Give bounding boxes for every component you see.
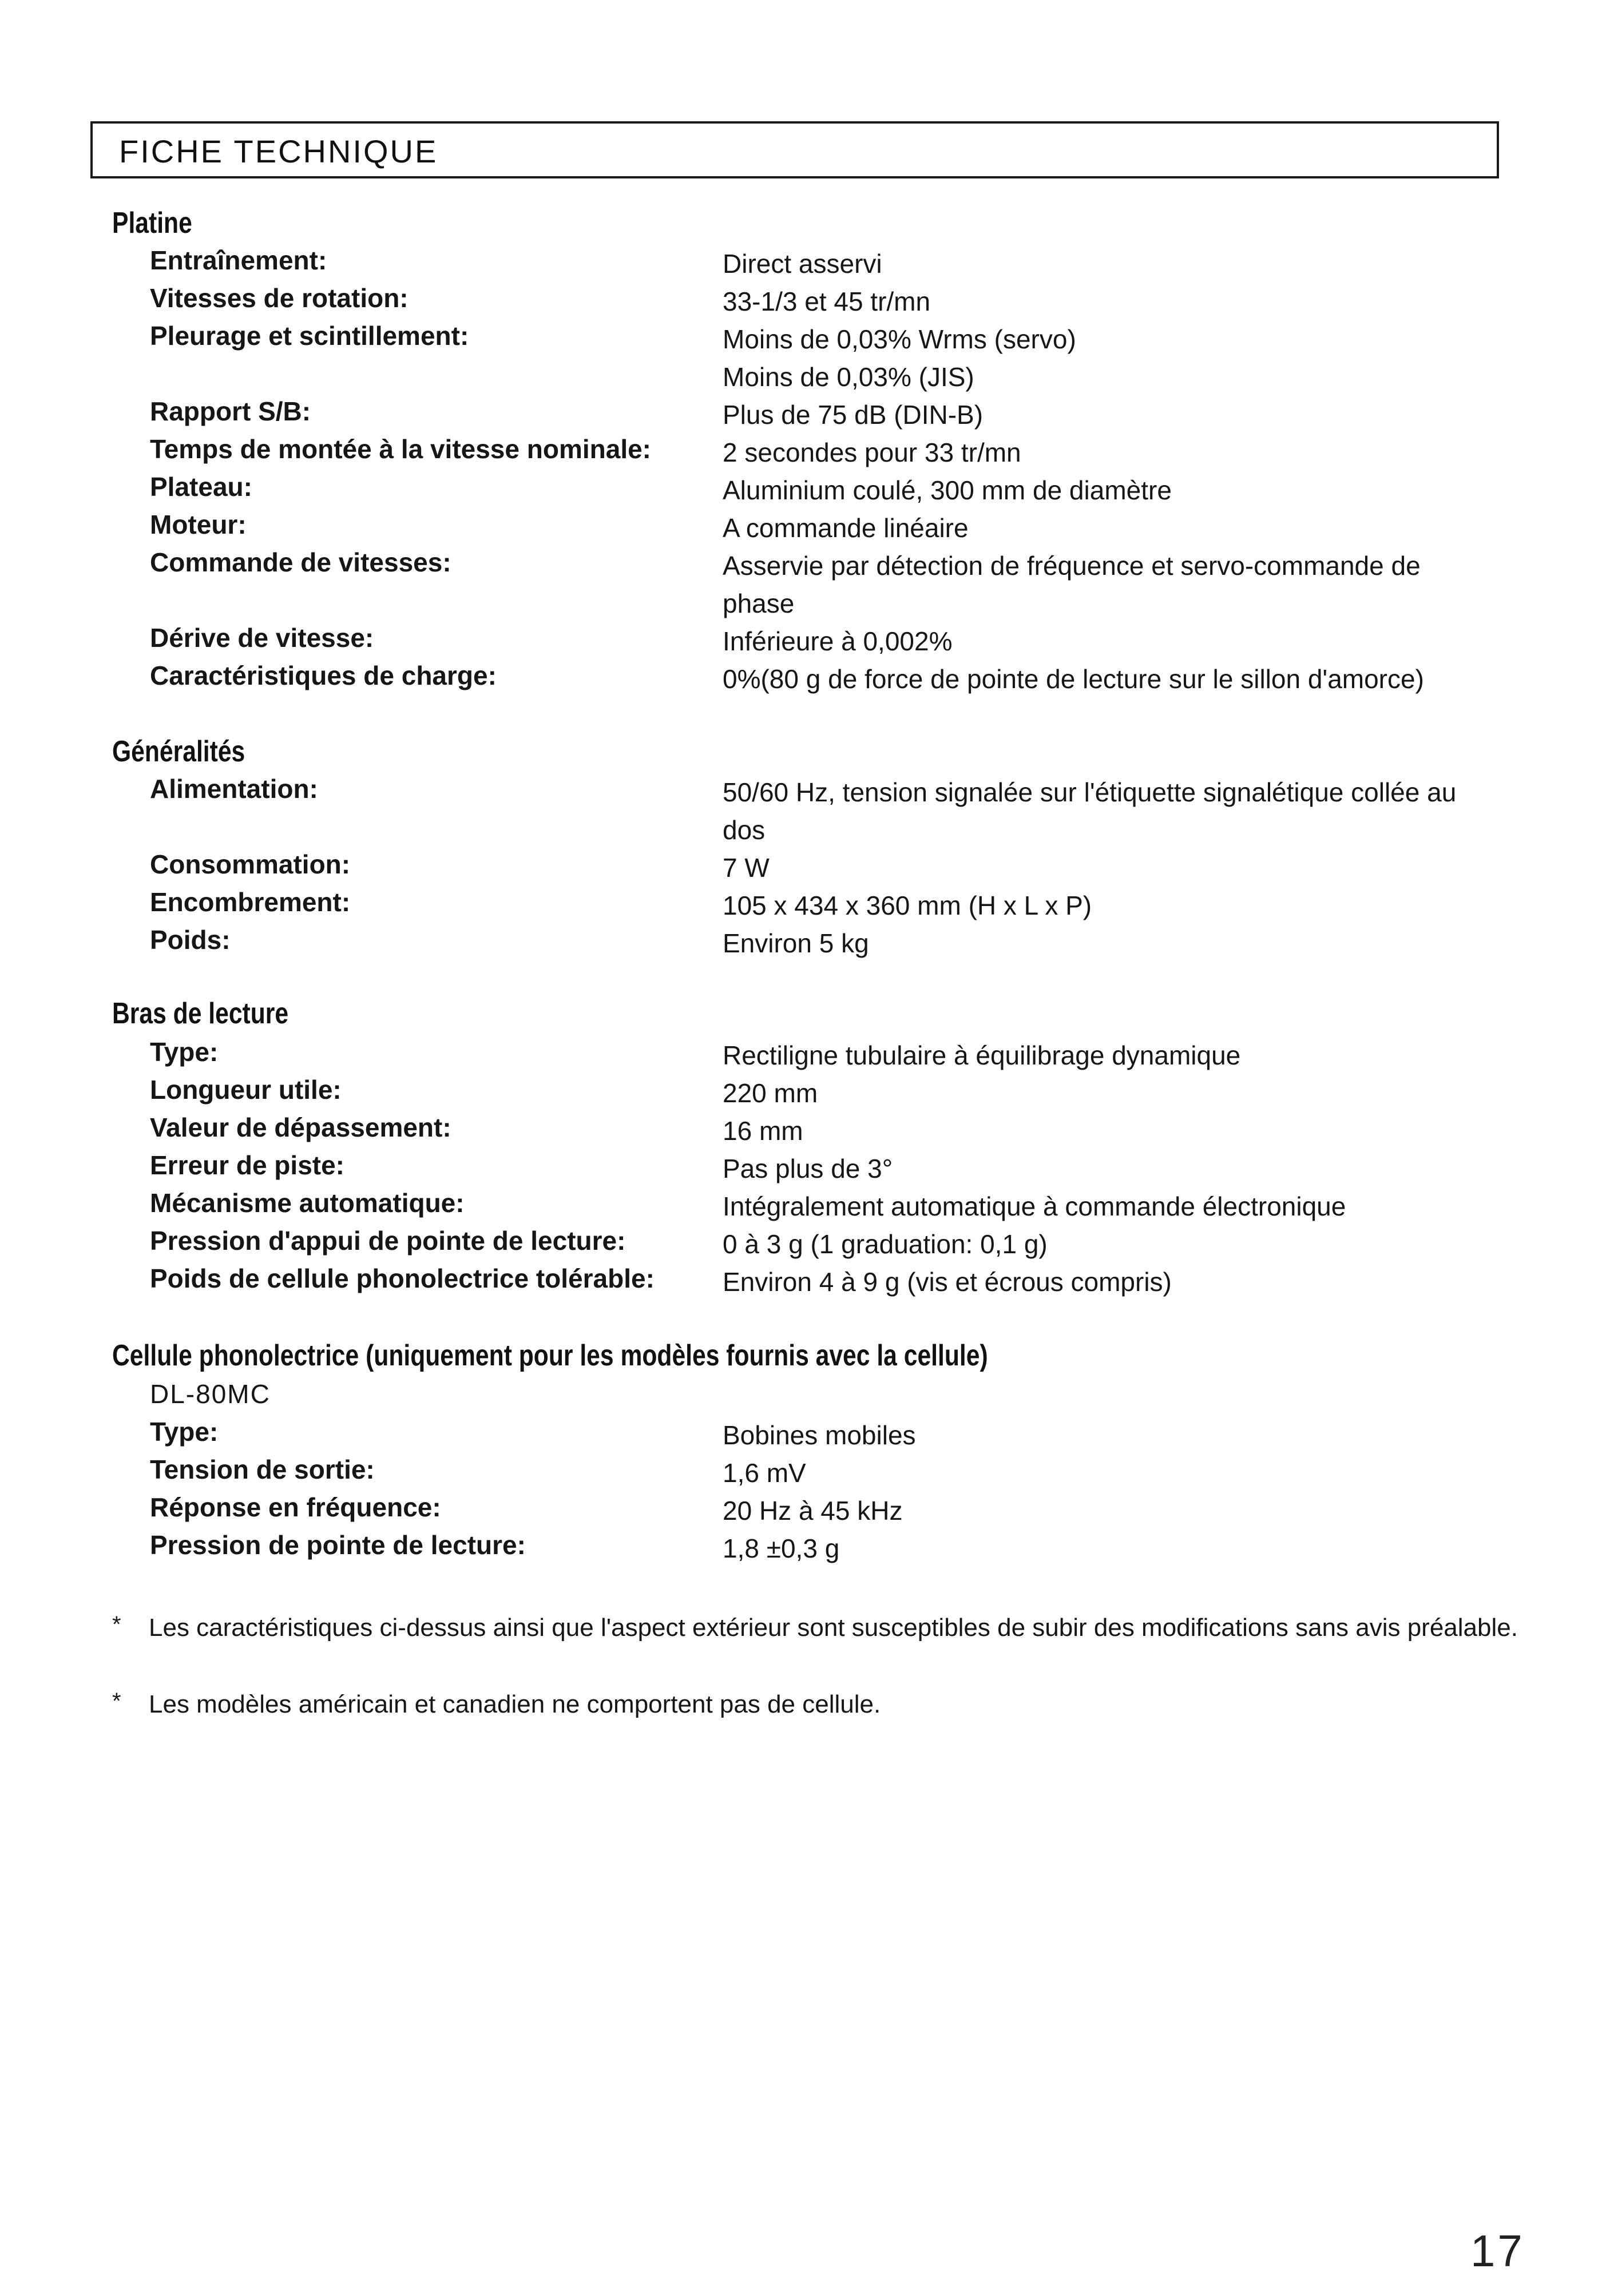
spec-label: Pression d'appui de pointe de lecture: [150,1226,626,1256]
spec-value: Aluminium coulé, 300 mm de diamètre [723,475,1172,505]
spec-value: 33-1/3 et 45 tr/mn [723,287,931,316]
cartridge-model: DL-80MC [150,1379,271,1409]
spec-label: Erreur de piste: [150,1150,344,1180]
section-heading-generalites: Généralités [112,735,245,768]
spec-value: 0%(80 g de force de pointe de lecture sur le sillon d'amorce) [723,664,1424,694]
spec-value: 0 à 3 g (1 graduation: 0,1 g) [723,1229,1048,1259]
spec-label: Dérive de vitesse: [150,623,374,653]
spec-label: Entraînement: [150,245,327,275]
spec-label: Plateau: [150,472,252,502]
spec-value: Plus de 75 dB (DIN-B) [723,400,984,430]
spec-label: Poids: [150,925,231,955]
spec-label: Encombrement: [150,887,351,917]
spec-value: 20 Hz à 45 kHz [723,1496,903,1526]
spec-value: A commande linéaire [723,513,969,543]
footnote-text: Les modèles américain et canadien ne comportent pas de cellule. [149,1690,881,1718]
page-number: 17 [1470,2226,1525,2276]
footnote-text: Les caractéristiques ci-dessus ainsi que l'aspect extérieur sont susceptibles de subir des modifications sans avis préalable. [149,1614,1518,1642]
spec-value: Intégralement automatique à commande électronique [723,1191,1346,1221]
section-heading-platine: Platine [112,206,192,240]
spec-value: 1,6 mV [723,1458,806,1488]
spec-label: Consommation: [150,849,351,879]
spec-label: Pression de pointe de lecture: [150,1530,526,1560]
spec-label: Commande de vitesses: [150,547,451,577]
spec-value: 16 mm [723,1116,803,1146]
spec-label: Temps de montée à la vitesse nominale: [150,434,651,464]
spec-value: Environ 5 kg [723,928,869,958]
spec-label: Longueur utile: [150,1075,342,1105]
spec-label: Type: [150,1417,219,1447]
section-heading-cellule: Cellule phonolectrice (uniquement pour les modèles fournis avec la cellule) [112,1339,988,1372]
spec-value: Environ 4 à 9 g (vis et écrous compris) [723,1267,1172,1297]
asterisk-icon: * [112,1689,121,1714]
spec-label: Poids de cellule phonolectrice tolérable: [150,1264,655,1293]
spec-label: Vitesses de rotation: [150,283,409,313]
spec-value: Bobines mobiles [723,1420,916,1450]
title-box [90,121,1499,178]
spec-value: 220 mm [723,1078,818,1108]
page-title: FICHE TECHNIQUE [119,133,438,169]
spec-value: Asservie par détection de fréquence et servo-commande de phase [723,551,1421,618]
spec-label: Tension de sortie: [150,1455,375,1484]
spec-label: Rapport S/B: [150,396,311,426]
spec-label: Pleurage et scintillement: [150,321,469,351]
spec-value: 105 x 434 x 360 mm (H x L x P) [723,891,1092,920]
spec-label: Moteur: [150,510,247,539]
spec-label: Type: [150,1037,219,1067]
asterisk-icon: * [112,1612,121,1637]
spec-value: 1,8 ±0,3 g [723,1534,840,1563]
spec-label: Valeur de dépassement: [150,1113,451,1142]
spec-value: Inférieure à 0,002% [723,626,953,656]
spec-value: Rectiligne tubulaire à équilibrage dynamique [723,1040,1241,1070]
spec-value: Direct asservi [723,249,882,279]
spec-value: 7 W [723,853,770,883]
spec-value: Pas plus de 3° [723,1154,893,1183]
spec-label: Caractéristiques de charge: [150,661,497,690]
spec-value: Moins de 0,03% Wrms (servo) Moins de 0,03% (JIS) [723,324,1076,392]
section-heading-bras: Bras de lecture [112,997,289,1030]
spec-label: Réponse en fréquence: [150,1492,441,1522]
spec-value: 50/60 Hz, tension signalée sur l'étiquette signalétique collée au dos [723,777,1457,845]
spec-label: Mécanisme automatique: [150,1188,465,1218]
spec-label: Alimentation: [150,774,318,804]
spec-value: 2 secondes pour 33 tr/mn [723,438,1021,467]
